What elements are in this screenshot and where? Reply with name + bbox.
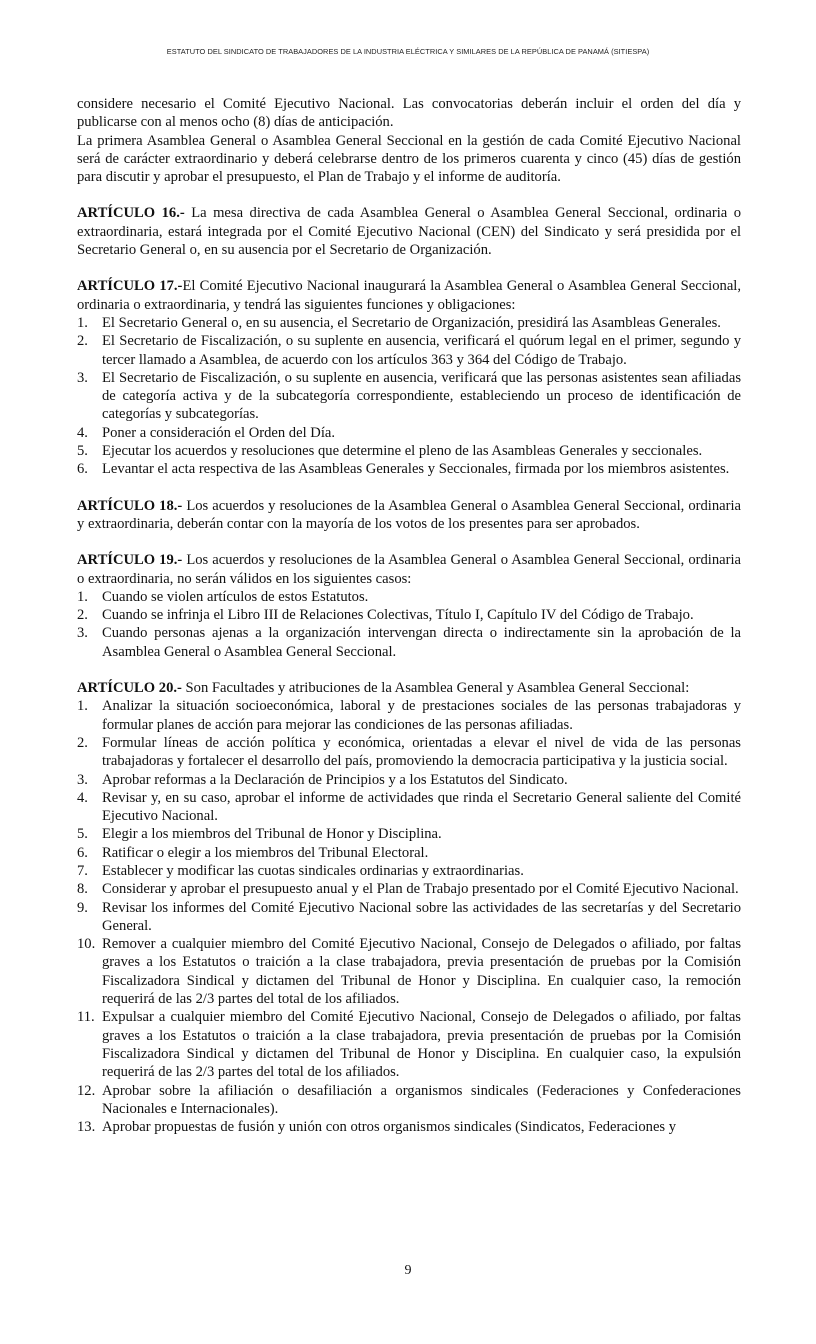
list-item: 4. Revisar y, en su caso, aprobar el informe de actividades que rinda el Secretario General saliente del Comité Ejecutivo Nacional. bbox=[77, 789, 741, 825]
article-16-text: La mesa directiva de cada Asamblea General o Asamblea General Seccional, ordinaria o extraordinaria, estará integrada por el Comité Ejecutivo Nacional (CEN) del Sindicato y será presidida por el Secretario General o, en su ausencia por el Secretario de Organización. bbox=[77, 205, 741, 259]
article-20-text: Son Facultades y atribuciones de la Asamblea General y Asamblea General Seccional: bbox=[181, 680, 690, 697]
list-item: 1. El Secretario General o, en su ausencia, el Secretario de Organización, presidirá las Asambleas Generales. bbox=[77, 314, 721, 331]
list-item: 6. Levantar el acta respectiva de las Asambleas Generales y Seccionales, firmada por los miembros asistentes. bbox=[77, 461, 730, 478]
running-header: ESTATUTO DEL SINDICATO DE TRABAJADORES DE LA INDUSTRIA ELÉCTRICA Y SIMILARES DE LA REPÚBLICA DE PANAMÁ (SITIESPA) bbox=[166, 47, 650, 56]
article-19-title: ARTÍCULO 19.- bbox=[77, 552, 183, 569]
article-18-title: ARTÍCULO 18.- bbox=[77, 497, 183, 514]
article-17 bbox=[77, 277, 741, 478]
article-20-title: ARTÍCULO 20.- bbox=[77, 680, 182, 697]
intro-paragraph-1: considere necesario el Comité Ejecutivo Nacional. Las convocatorias deberán incluir el orden del día y publicarse con al menos ocho (8) días de anticipación. bbox=[77, 96, 741, 131]
list-item: 3. El Secretario de Fiscalización, o su suplente en ausencia, verificará que las personas asistentes sean afiliadas de categoría activa y de la subcategoría correspondiente, estableciendo un proceso de identificación de categorías y subcategorías. bbox=[77, 369, 741, 423]
article-16 bbox=[77, 204, 741, 259]
list-item: 2. El Secretario de Fiscalización, o su suplente en ausencia, verificará el quórum legal en el primer, segundo y tercer llamado a Asamblea, de acuerdo con los artículos 363 y 364 del Código de Trabajo. bbox=[77, 333, 741, 368]
list-item: 6. Ratificar o elegir a los miembros del Tribunal Electoral. bbox=[77, 844, 429, 861]
page-content bbox=[77, 95, 741, 1136]
list-item: 8. Considerar y aprobar el presupuesto anual y el Plan de Trabajo presentado por el Comité Ejecutivo Nacional. bbox=[77, 881, 739, 898]
list-item: 7. Establecer y modificar las cuotas sindicales ordinarias y extraordinarias. bbox=[77, 862, 524, 879]
article-18-text: Los acuerdos y resoluciones de la Asamblea General o Asamblea General Seccional, ordinaria y extraordinaria, deberán contar con la mayoría de los votos de los presentes para ser aprobados. bbox=[77, 497, 741, 532]
list-item: 3. Cuando personas ajenas a la organización intervengan directa o indirectamente sin la aprobación de la Asamblea General o Asamblea General Seccional. bbox=[77, 625, 741, 660]
list-item: 12. Aprobar sobre la afiliación o desafiliación a organismos sindicales (Federaciones y Confederaciones Nacionales e Internacionales). bbox=[77, 1082, 741, 1117]
article-19-text: Los acuerdos y resoluciones de la Asamblea General o Asamblea General Seccional, ordinaria o extraordinaria, no serán válidos en los siguientes casos: bbox=[77, 552, 741, 587]
list-item: 5. Ejecutar los acuerdos y resoluciones que determine el pleno de las Asambleas Generales y seccionales. bbox=[77, 443, 703, 460]
list-item: 10. Remover a cualquier miembro del Comité Ejecutivo Nacional, Consejo de Delegados o afiliado, por faltas graves a los Estatutos o traición a la clase trabajadora, previa presentación de pruebas por la Comisión Fiscalizadora Sindical y dictamen del Tribunal de Honor y Disciplina. En cualquier caso, la remoción requerirá de las 2/3 partes del total de los afiliados. bbox=[77, 936, 741, 1008]
list-item: 1. Analizar la situación socioeconómica, laboral y de prestaciones sociales de las personas trabajadoras y formular planes de acción para mejorar las condiciones de las personas afiliadas. bbox=[77, 698, 741, 733]
article-17-list bbox=[77, 314, 741, 479]
article-19-list bbox=[77, 588, 741, 661]
list-item: 5. Elegir a los miembros del Tribunal de Honor y Disciplina. bbox=[77, 826, 442, 843]
list-item: 3. Aprobar reformas a la Declaración de Principios y a los Estatutos del Sindicato. bbox=[77, 771, 568, 788]
article-20-list bbox=[77, 697, 741, 1136]
article-19 bbox=[77, 551, 741, 661]
list-item: 2. Cuando se infrinja el Libro III de Relaciones Colectivas, Título I, Capítulo IV del Código de Trabajo. bbox=[77, 607, 694, 624]
article-16-title: ARTÍCULO 16.- bbox=[77, 205, 185, 222]
list-item: 1. Cuando se violen artículos de estos Estatutos. bbox=[77, 588, 369, 605]
article-18 bbox=[77, 497, 741, 534]
intro-paragraph-2: La primera Asamblea General o Asamblea General Seccional en la gestión de cada Comité Ejecutivo Nacional será de carácter extraordinario y deberá celebrarse dentro de los primeros cuarenta y cinco (45) días de gestión para discutir y aprobar el presupuesto, el Plan de Trabajo y el informe de auditoría. bbox=[77, 132, 741, 186]
page-number: 9 bbox=[404, 1263, 412, 1278]
article-17-text: El Comité Ejecutivo Nacional inaugurará la Asamblea General o Asamblea General Seccional, ordinaria o extraordinaria, y tendrá las siguientes funciones y obligaciones: bbox=[77, 278, 741, 313]
list-item: 2. Formular líneas de acción política y económica, orientadas a elevar el nivel de vida de las personas trabajadoras y fortalecer el desarrollo del país, promoviendo la democracia participativa y la justicia social. bbox=[77, 734, 741, 770]
list-item: 9. Revisar los informes del Comité Ejecutivo Nacional sobre las actividades de las secretarías y del Secretario General. bbox=[77, 899, 741, 934]
list-item: 4. Poner a consideración el Orden del Día. bbox=[77, 424, 336, 441]
list-item: 11. Expulsar a cualquier miembro del Comité Ejecutivo Nacional, Consejo de Delegados o afiliado, por faltas graves a los Estatutos o traición a la clase trabajadora, previa presentación de pruebas por la Comisión Fiscalizadora Sindical y dictamen del Tribunal de Honor y Disciplina. En cualquier caso, la expulsión requerirá de las 2/3 partes del total de los afiliados. bbox=[77, 1009, 741, 1081]
article-20 bbox=[77, 679, 741, 1136]
article-17-title: ARTÍCULO 17.- bbox=[77, 278, 183, 295]
list-item: 13. Aprobar propuestas de fusión y unión con otros organismos sindicales (Sindicatos, Federaciones y bbox=[77, 1119, 677, 1136]
